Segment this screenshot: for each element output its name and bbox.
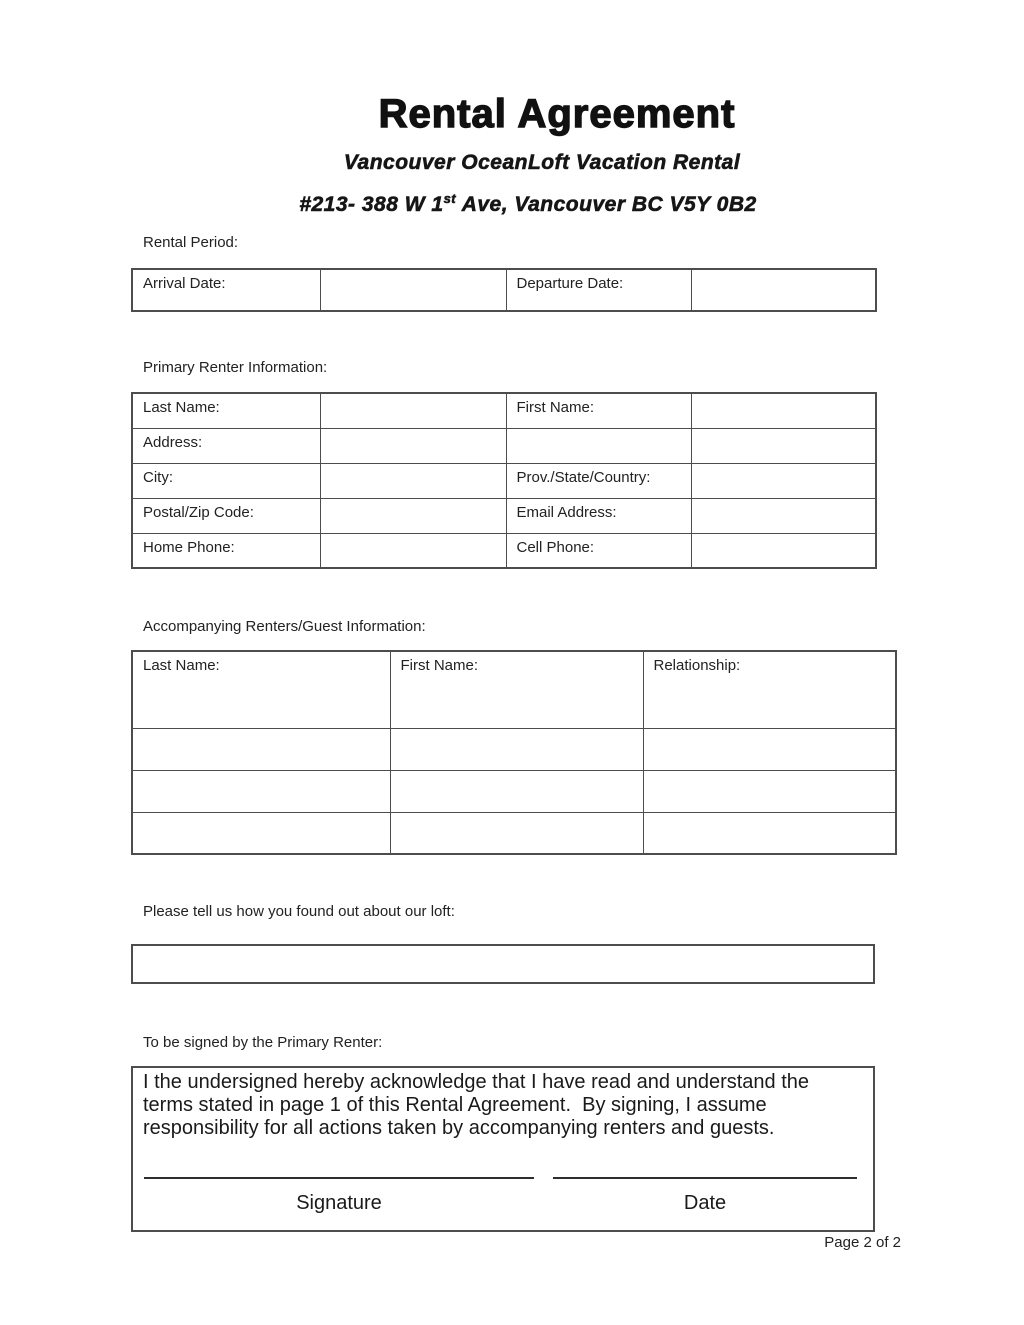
departure-date-input-cell[interactable] xyxy=(691,269,876,311)
city-input-cell[interactable] xyxy=(320,463,506,498)
address-label: Address: xyxy=(132,428,320,463)
table-row xyxy=(132,463,876,498)
signature-box xyxy=(131,1066,875,1232)
address-input-cell[interactable] xyxy=(691,428,876,463)
prov-state-country-input-cell[interactable] xyxy=(691,463,876,498)
address-prefix: #213- 388 W 1 xyxy=(299,193,444,216)
acknowledgment-text: I the undersigned hereby acknowledge that I have read and understand the terms stated in page 1 of this Rental Agreement. By signing, I assume responsibility for all actions taken by accompanying renters and guests. xyxy=(143,1071,815,1139)
table-row xyxy=(132,651,896,728)
signature-line[interactable] xyxy=(144,1177,534,1179)
guest-last-name-header: Last Name: xyxy=(132,651,390,728)
guest-first-name-input-cell[interactable] xyxy=(390,812,643,854)
rental-period-section-label: Rental Period: xyxy=(143,234,239,251)
table-row xyxy=(132,393,876,428)
table-row xyxy=(132,498,876,533)
guest-first-name-header: First Name: xyxy=(390,651,643,728)
last-name-label: Last Name: xyxy=(132,393,320,428)
referral-section-label: Please tell us how you found out about our loft: xyxy=(143,903,455,920)
property-name: Vancouver OceanLoft Vacation Rental xyxy=(343,151,741,174)
guest-relationship-input-cell[interactable] xyxy=(643,770,896,812)
city-label: City: xyxy=(132,463,320,498)
arrival-date-label: Arrival Date: xyxy=(132,269,320,311)
primary-renter-section-label: Primary Renter Information: xyxy=(143,359,328,376)
property-address xyxy=(0,191,1024,217)
table-row xyxy=(132,428,876,463)
table-row xyxy=(132,812,896,854)
table-row xyxy=(132,728,896,770)
last-name-input-cell[interactable] xyxy=(320,393,506,428)
table-row xyxy=(132,269,876,311)
guest-relationship-input-cell[interactable] xyxy=(643,728,896,770)
postal-zip-input-cell[interactable] xyxy=(320,498,506,533)
page-number: Page 2 of 2 xyxy=(824,1234,901,1251)
prov-state-country-label: Prov./State/Country: xyxy=(506,463,691,498)
signature-section-label: To be signed by the Primary Renter: xyxy=(143,1034,383,1051)
date-caption: Date xyxy=(683,1192,727,1214)
table-row xyxy=(132,533,876,568)
email-address-input-cell[interactable] xyxy=(691,498,876,533)
home-phone-label: Home Phone: xyxy=(132,533,320,568)
cell-phone-input-cell[interactable] xyxy=(691,533,876,568)
referral-input-box[interactable] xyxy=(131,944,875,984)
rental-period-table xyxy=(131,268,877,312)
guest-first-name-input-cell[interactable] xyxy=(390,770,643,812)
accompanying-section-label: Accompanying Renters/Guest Information: xyxy=(143,618,426,635)
address-input-cell[interactable] xyxy=(506,428,691,463)
date-line[interactable] xyxy=(553,1177,857,1179)
address-ordinal-superscript: st xyxy=(443,191,457,206)
accompanying-guests-table xyxy=(131,650,897,855)
address-suffix: Ave, Vancouver BC V5Y 0B2 xyxy=(456,193,757,216)
guest-last-name-input-cell[interactable] xyxy=(132,770,390,812)
guest-last-name-input-cell[interactable] xyxy=(132,728,390,770)
postal-zip-label: Postal/Zip Code: xyxy=(132,498,320,533)
first-name-label: First Name: xyxy=(506,393,691,428)
table-row xyxy=(132,770,896,812)
home-phone-input-cell[interactable] xyxy=(320,533,506,568)
email-address-label: Email Address: xyxy=(506,498,691,533)
first-name-input-cell[interactable] xyxy=(691,393,876,428)
arrival-date-input-cell[interactable] xyxy=(320,269,506,311)
guest-first-name-input-cell[interactable] xyxy=(390,728,643,770)
document-title: Rental Agreement xyxy=(378,92,736,136)
address-input-cell[interactable] xyxy=(320,428,506,463)
cell-phone-label: Cell Phone: xyxy=(506,533,691,568)
guest-last-name-input-cell[interactable] xyxy=(132,812,390,854)
guest-relationship-input-cell[interactable] xyxy=(643,812,896,854)
signature-caption: Signature xyxy=(296,1192,382,1214)
primary-renter-table xyxy=(131,392,877,569)
departure-date-label: Departure Date: xyxy=(506,269,691,311)
guest-relationship-header: Relationship: xyxy=(643,651,896,728)
